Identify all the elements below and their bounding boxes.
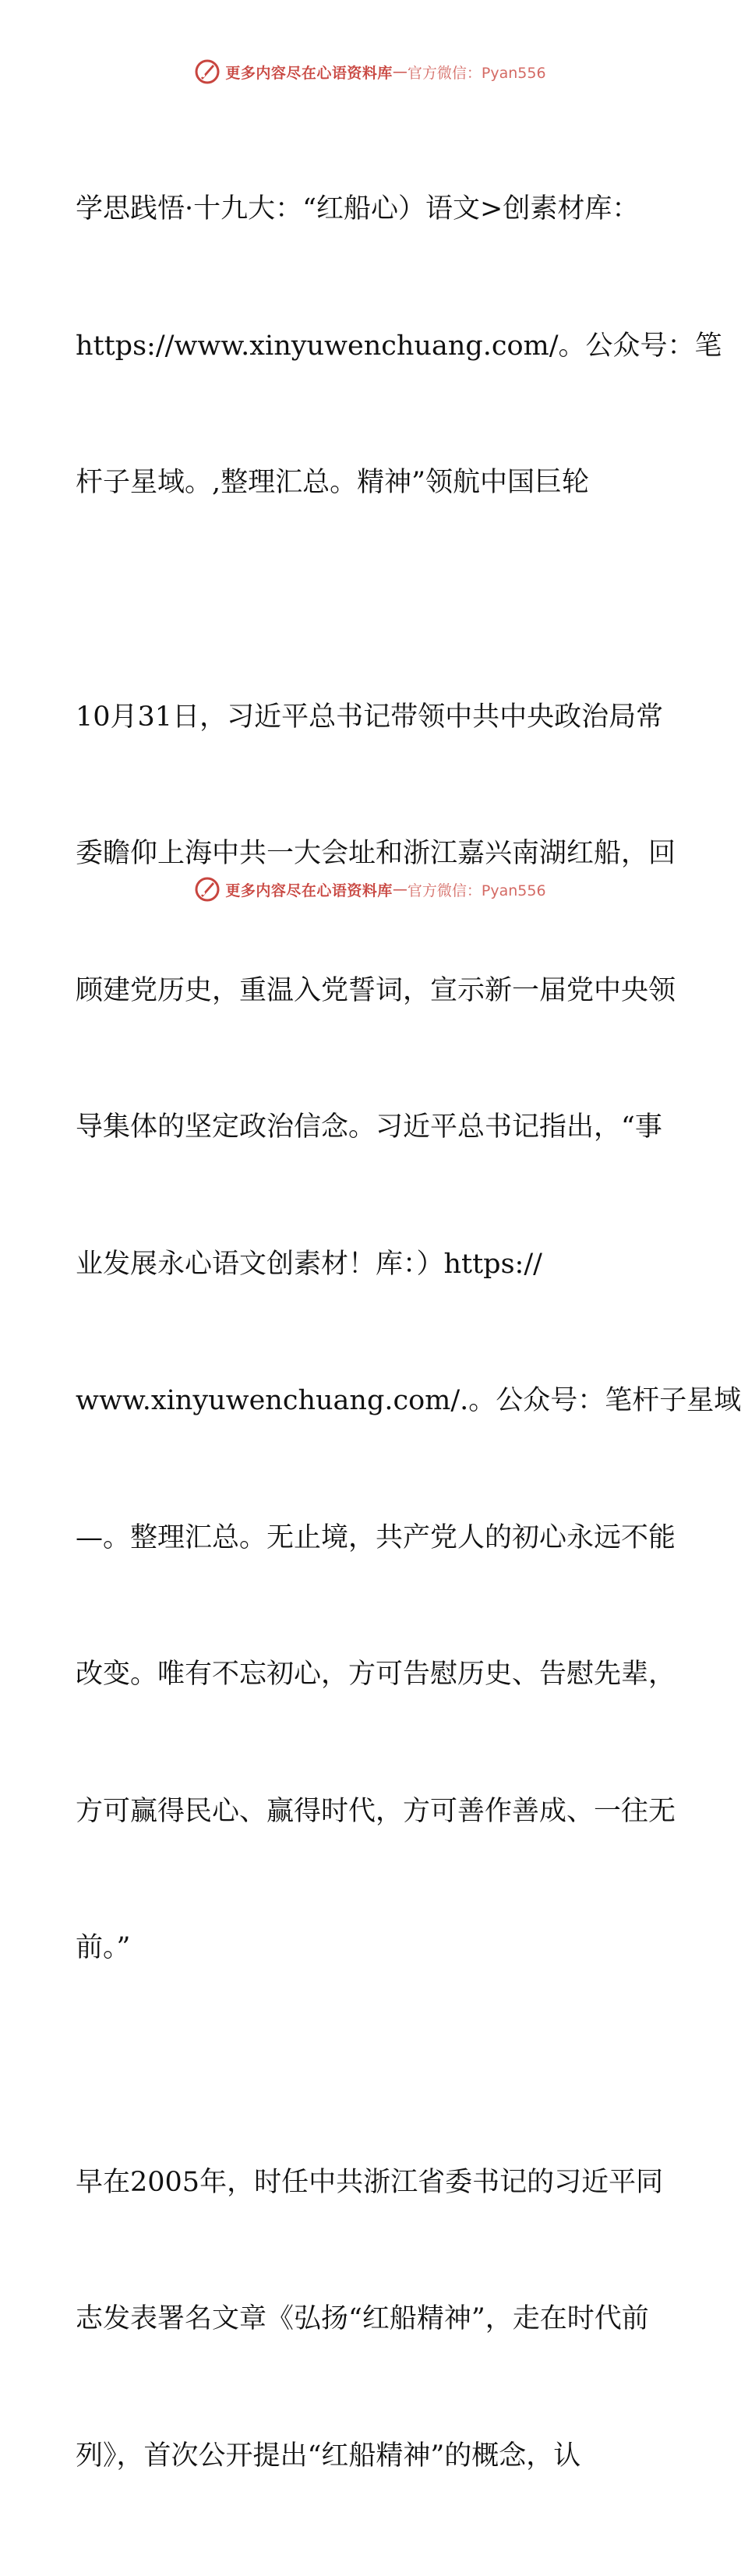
pen-quill-logo-icon — [194, 58, 221, 85]
paragraph-3 — [76, 2069, 664, 2571]
header-watermark — [0, 56, 740, 87]
footer-watermark — [0, 874, 740, 905]
text-line: 方可赢得民心、赢得时代，方可善作善成、一往无 — [76, 1795, 676, 1827]
text-line: 委瞻仰上海中共一大会址和浙江嘉兴南湖红船，回 — [76, 838, 676, 869]
text-line: 改变。唯有不忘初心，方可告慰历史、告慰先辈， — [76, 1659, 676, 1690]
text-line: https://www.xinyuwenchuang.com/。公众号：笔 — [76, 330, 722, 362]
text-line: 业发展永心语文创素材！库：）https:// — [76, 1248, 542, 1280]
text-line: 杆子星域。,整理汇总。精神”领航中国巨轮 — [76, 467, 590, 498]
text-line: www.xinyuwenchuang.com/.。公众号：笔杆子星域 — [76, 1385, 741, 1416]
paragraph-1 — [76, 95, 722, 597]
text-line: 早在2005年，时任中共浙江省委书记的习近平同 — [76, 2166, 664, 2198]
text-line: 导集体的坚定政治信念。习近平总书记指出，“事 — [76, 1111, 662, 1143]
watermark-separator: — — [392, 881, 408, 898]
watermark-label: 更多内容尽在心语资料库 — [225, 64, 393, 82]
text-line: 学思践悟·十九大：“红船心）语文>创素材库： — [76, 193, 640, 224]
watermark-wechat: 官方微信：Pyan556 — [407, 882, 546, 899]
watermark-wechat: 官方微信：Pyan556 — [407, 64, 546, 82]
text-line: 10月31日，习近平总书记带领中共中央政治局常 — [76, 701, 664, 733]
text-line: 列》，首次公开提出“红船精神”的概念，认 — [76, 2440, 581, 2472]
paragraph-2 — [76, 603, 741, 2062]
pen-quill-logo-icon — [194, 876, 221, 903]
document-body — [76, 95, 741, 2576]
watermark-separator: — — [392, 63, 408, 80]
text-line: 顾建党历史，重温入党誓词，宣示新一届党中央领 — [76, 974, 676, 1006]
text-line: 前。” — [76, 1932, 131, 1963]
text-line: 志发表署名文章《弘扬“红船精神”，走在时代前 — [76, 2303, 649, 2334]
text-line: —。整理汇总。无止境，共产党人的初心永远不能 — [76, 1521, 676, 1553]
watermark-label: 更多内容尽在心语资料库 — [225, 882, 393, 899]
